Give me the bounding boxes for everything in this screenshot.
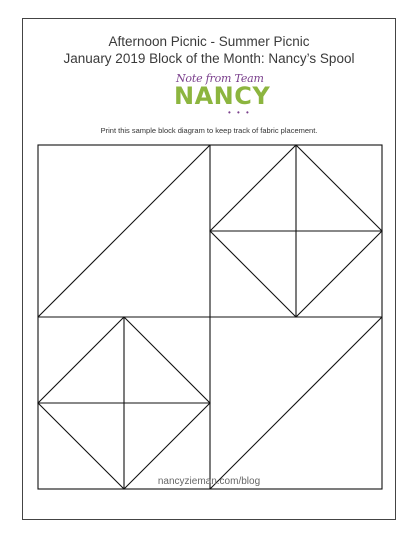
top-left-diagonal	[38, 145, 210, 317]
bottom-right-diagonal	[210, 317, 382, 489]
logo-wordmark: NANCY	[174, 82, 271, 110]
page-subtitle: January 2019 Block of the Month: Nancy’s Spool	[63, 51, 355, 66]
instruction-text: Print this sample block diagram to keep track of fabric placement.	[100, 126, 318, 135]
footer-url: nancyzieman.com/blog	[157, 476, 261, 487]
logo-script-text: Note from Team	[176, 72, 264, 85]
logo-dots: • • •	[228, 108, 251, 117]
page-title: Afternoon Picnic - Summer Picnic	[108, 34, 310, 49]
